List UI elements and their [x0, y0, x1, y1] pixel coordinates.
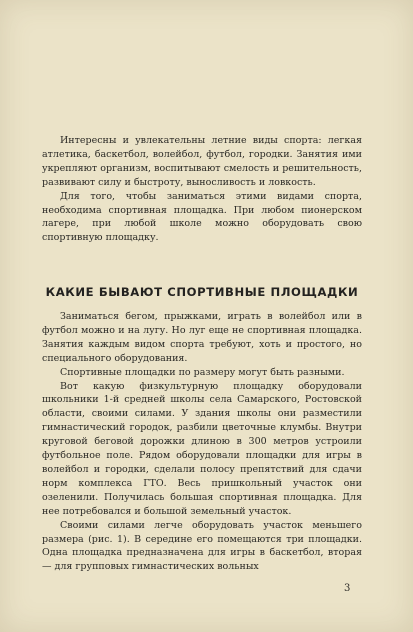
intro-paragraph-2: Для того, чтобы заниматься этими видами спорта, необходима спортивная площадка. При любом пионерском лагере, при любой школе можно оборудовать свою спортивную площадку.: [42, 190, 362, 244]
body-paragraph-2: Спортивные площадки по размеру могут быть разными.: [60, 366, 345, 378]
body-paragraph-1: Заниматься бегом, прыжками, играть в волейбол или в футбол можно и на лугу. Но луг еще не спортивная площадка. Занятия каждым видом спорта требуют, хоть и простого, но специального оборудования.: [42, 311, 362, 364]
page-number: 3: [344, 583, 351, 594]
section-body: [42, 310, 362, 574]
body-paragraph-3: Вот какую физкультурную площадку оборудовали школьники 1-й средней школы села Самарского, Ростовской области, своими силами. У здания школы они разместили гимнастический городок, разбили цветочные клумбы. Внутри круговой беговой дорожки длиною в 300 метров устроили футбольное поле. Рядом оборудовали площадки для игры в волейбол и городки, сделали полосу препятствий для сдачи норм комплекса ГТО. Весь пришкольный участок они озеленили. Получилась большая спортивная площадка. Для нее потребовался и большой земельный участок.: [42, 380, 362, 517]
intro-text: [42, 134, 362, 245]
body-paragraph-4: Своими силами легче оборудовать участок меньшего размера (рис. 1). В середине его помещаются три площадки. Одна площадка предназначена для игры в баскетбол, вторая — для групповых гимнастических вольных: [42, 519, 362, 573]
section-heading: КАКИЕ БЫВАЮТ СПОРТИВНЫЕ ПЛОЩАДКИ: [45, 285, 359, 299]
intro-paragraph-1: Интересны и увлекательны летние виды спорта: легкая атлетика, баскетбол, волейбол, футбол, городки. Занятия ими укрепляют организм, воспитывают смелость и решительность, развивают силу и быстроту, выносливость и ловкость.: [42, 135, 362, 188]
